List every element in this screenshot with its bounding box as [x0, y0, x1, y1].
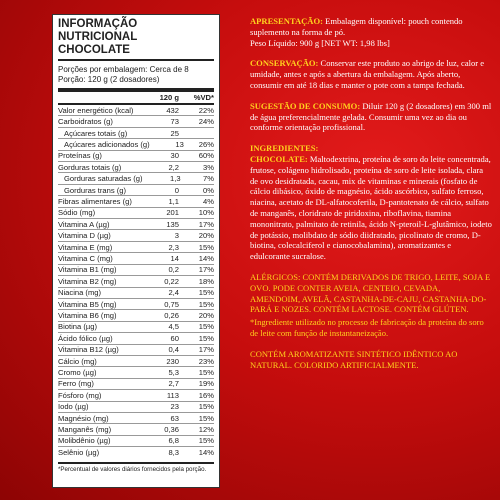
- nutrient-name: Vitamina B5 (mg): [58, 299, 117, 309]
- nutrition-header-row: [58, 92, 214, 103]
- nutrient-dv: 0%: [203, 185, 214, 195]
- nutrition-row: [58, 366, 214, 377]
- nutrient-dv: 15%: [198, 402, 214, 412]
- nutrient-dv: 3%: [203, 162, 214, 172]
- nutrient-amount: 0: [174, 185, 179, 195]
- nutrient-amount: 201: [166, 208, 179, 218]
- chocolate-label: CHOCOLATE:: [250, 153, 308, 164]
- nutrient-dv: 14%: [198, 447, 214, 457]
- nutrient-amount: 2,3: [168, 242, 179, 252]
- nutrient-name: Vitamina A (µg): [58, 219, 110, 229]
- usage-section: [250, 101, 492, 133]
- nutrient-amount: 63: [170, 413, 179, 423]
- nutrient-amount: 2,7: [168, 379, 179, 389]
- nutrient-dv: 22%: [198, 105, 214, 115]
- nutrition-row: [58, 287, 214, 298]
- nutrition-row: [58, 229, 214, 240]
- nutrition-row: [58, 252, 214, 263]
- nutrient-dv: 15%: [198, 368, 214, 378]
- nutrition-row: [58, 355, 214, 366]
- nutrient-dv: 12%: [198, 425, 214, 435]
- storage-text: Conservar este produto ao abrigo de luz, calor e umidade, antes e após a abertura da embalagem. Após aberto, consumir em até 18 dias e manter o pote com a tampa fechada.: [250, 58, 485, 90]
- nutrient-amount: 25: [170, 128, 179, 138]
- nutrition-footnote: *Percentual de valores diários fornecidos pela porção.: [58, 462, 214, 474]
- nutrient-dv: 60%: [198, 151, 214, 161]
- nutrient-amount: 4,5: [168, 322, 179, 332]
- nutrient-amount: 113: [166, 390, 179, 400]
- nutrient-name: Vitamina C (mg): [58, 253, 113, 263]
- nutrient-dv: 15%: [198, 288, 214, 298]
- flavoring-text: CONTÉM AROMATIZANTE SINTÉTICO IDÊNTICO AO NATURAL. COLORIDO ARTIFICIALMENTE.: [250, 348, 458, 370]
- nutrient-name: Niacina (mg): [58, 288, 102, 298]
- nutrient-name: Vitamina B1 (mg): [58, 265, 117, 275]
- nutrition-row: [58, 378, 214, 389]
- nutrient-name: Molibdênio (µg): [58, 436, 111, 446]
- flavoring-section: [250, 349, 492, 371]
- nutrient-amount: 60: [170, 333, 179, 343]
- nutrition-row: [58, 435, 214, 446]
- nutrient-dv: 26%: [198, 139, 214, 149]
- nutrition-row: [58, 218, 214, 229]
- nutrient-dv: 24%: [198, 117, 214, 127]
- nutrition-rows: [58, 105, 214, 458]
- nutrient-amount: 2,4: [168, 288, 179, 298]
- nutrient-amount: 8,3: [168, 447, 179, 457]
- nutrient-name: Fibras alimentares (g): [58, 196, 132, 206]
- nutrient-amount: 13: [175, 139, 184, 149]
- nutrition-row: [58, 105, 214, 115]
- ingredient-note-text: *Ingrediente utilizado no processo de fabricação da proteína do soro de leite com função de instantaneização.: [250, 317, 484, 338]
- nutrient-dv: 15%: [198, 242, 214, 252]
- amount-column-header: 120 g: [159, 93, 179, 102]
- nutrition-row: [58, 423, 214, 434]
- nutrient-dv: 10%: [198, 208, 214, 218]
- nutrient-dv: 18%: [198, 276, 214, 286]
- nutrient-amount: 0,2: [168, 265, 179, 275]
- nutrition-row: [58, 264, 214, 275]
- nutrition-row: [58, 115, 214, 126]
- nutrient-amount: 432: [166, 105, 179, 115]
- nutrition-row: [58, 195, 214, 206]
- nutrient-amount: 135: [166, 219, 179, 229]
- nutrient-amount: 230: [166, 356, 179, 366]
- nutrient-name: Selênio (µg): [58, 447, 100, 457]
- nutrient-dv: 7%: [203, 174, 214, 184]
- presentation-text: Embalagem disponível: pouch contendo suplemento na forma de pó.: [250, 16, 463, 37]
- nutrient-name: Carboidratos (g): [58, 117, 113, 127]
- nutrient-amount: 6,8: [168, 436, 179, 446]
- usage-text: Diluir 120 g (2 dosadores) em 300 ml de água preferencialmente gelada. Consumir uma vez ao dia ou conforme orientação profissional.: [250, 100, 492, 133]
- nutrient-dv: 4%: [203, 196, 214, 206]
- nutrition-row: [58, 150, 214, 161]
- nutrient-name: Cromo (µg): [58, 368, 97, 378]
- nutrient-dv: 15%: [198, 299, 214, 309]
- nutrient-amount: 0,26: [164, 311, 179, 321]
- nutrition-row: [58, 172, 214, 183]
- nutrition-row: [58, 344, 214, 355]
- nutrient-amount: 0,22: [164, 276, 179, 286]
- nutrient-name: Valor energético (kcal): [58, 105, 134, 115]
- product-info-panel: [250, 16, 492, 380]
- nutrient-name: Açúcares totais (g): [64, 128, 128, 138]
- nutrition-facts-table: [52, 14, 220, 488]
- nutrient-dv: 20%: [198, 311, 214, 321]
- nutrient-name: Ácido fólico (µg): [58, 333, 113, 343]
- ingredients-section: [250, 143, 492, 262]
- nutrient-amount: 23: [170, 402, 179, 412]
- nutrition-row: [58, 161, 214, 172]
- presentation-label: APRESENTAÇÃO:: [250, 16, 323, 26]
- nutrient-dv: 15%: [198, 413, 214, 423]
- nutrition-title: INFORMAÇÃO NUTRICIONAL: [58, 18, 138, 43]
- nutrient-name: Sódio (mg): [58, 208, 96, 218]
- ingredients-label: INGREDIENTES:: [250, 143, 319, 154]
- allergens-section: [250, 272, 492, 315]
- usage-label: SUGESTÃO DE CONSUMO:: [250, 100, 361, 111]
- nutrition-row: [58, 389, 214, 400]
- nutrition-row: [58, 412, 214, 423]
- nutrient-name: Biotina (µg): [58, 322, 97, 332]
- nutrition-row: [58, 241, 214, 252]
- divider: [58, 59, 214, 61]
- nutrient-name: Vitamina B12 (µg): [58, 345, 119, 355]
- nutrition-flavor: CHOCOLATE: [58, 44, 130, 56]
- nutrient-amount: 14: [170, 253, 179, 263]
- nutrient-amount: 0,36: [164, 425, 179, 435]
- nutrition-row: [58, 321, 214, 332]
- nutrient-dv: 17%: [198, 345, 214, 355]
- servings-per-package: Porções por embalagem: Cerca de 8: [58, 65, 189, 74]
- ingredients-text: Maltodextrina, proteína de soro do leite concentrada, frutose, colágeno hidrolisado, proteína de soro de leite isolada, clara de ovo desidratada, cacau, mix de vitaminas e minerais (fosfato de cálcio dibásico, óxido de magnésio, ácido ascórbico, sulfato ferroso, niacina, acetato de DL-alfatocoferila, D-pantotenato de cálcio, sulfato de manganês, cloridrato de piridoxina, riboflavina, tiamina mononitrato, palmitato de retinila, ácido N-pteroil-L-glutâmico, iodeto de potássio, molibdato de sódio diidratado, picolinato de cromo, D-biotina, colecalciferol e cianocobalamina), aromatizantes e edulcorante sucralose.: [250, 153, 492, 262]
- nutrient-amount: 0,75: [164, 299, 179, 309]
- nutrient-name: Proteínas (g): [58, 151, 102, 161]
- nutrient-name: Iodo (µg): [58, 402, 89, 412]
- nutrient-name: Gorduras trans (g): [64, 185, 127, 195]
- nutrition-row: [58, 309, 214, 320]
- nutrition-row: [58, 298, 214, 309]
- nutrient-name: Vitamina D (µg): [58, 231, 111, 241]
- nutrient-dv: 20%: [198, 231, 214, 241]
- nutrient-name: Gorduras totais (g): [58, 162, 122, 172]
- nutrient-amount: 0,4: [168, 345, 179, 355]
- storage-label: CONSERVAÇÃO:: [250, 58, 319, 69]
- nutrient-name: Cálcio (mg): [58, 356, 97, 366]
- nutrient-dv: 14%: [198, 253, 214, 263]
- nutrient-dv: 15%: [198, 333, 214, 343]
- nutrient-name: Vitamina B6 (mg): [58, 311, 117, 321]
- nutrient-amount: 30: [170, 151, 179, 161]
- nutrient-dv: 16%: [198, 390, 214, 400]
- nutrient-name: Vitamina E (mg): [58, 242, 113, 252]
- ingredient-note: [250, 317, 492, 339]
- nutrient-dv: 17%: [198, 265, 214, 275]
- nutrient-name: Vitamina B2 (mg): [58, 276, 117, 286]
- nutrient-amount: 5,3: [168, 368, 179, 378]
- nutrition-row: [58, 184, 214, 195]
- nutrient-dv: 17%: [198, 219, 214, 229]
- storage-section: [250, 58, 492, 90]
- nutrient-amount: 3: [174, 231, 179, 241]
- portion-size: Porção: 120 g (2 dosadores): [58, 74, 160, 84]
- nutrition-row: [58, 207, 214, 218]
- nutrient-dv: 15%: [198, 436, 214, 446]
- nutrient-dv: 19%: [198, 379, 214, 389]
- nutrient-name: Magnésio (mg): [58, 413, 109, 423]
- nutrition-row: [58, 138, 214, 149]
- nutrient-amount: 1,1: [168, 196, 179, 206]
- nutrient-name: Gorduras saturadas (g): [64, 174, 143, 184]
- nutrient-amount: 1,3: [170, 174, 181, 184]
- nutrition-row: [58, 127, 214, 138]
- nutrient-amount: 73: [170, 117, 179, 127]
- nutrient-name: Açúcares adicionados (g): [64, 139, 150, 149]
- nutrient-amount: 2,2: [168, 162, 179, 172]
- nutrient-name: Manganês (mg): [58, 425, 112, 435]
- nutrition-row: [58, 332, 214, 343]
- nutrient-name: Ferro (mg): [58, 379, 94, 389]
- nutrition-row: [58, 446, 214, 457]
- nutrient-name: Fósforo (mg): [58, 390, 102, 400]
- nutrient-dv: 23%: [198, 356, 214, 366]
- allergens-text: ALÉRGICOS: CONTÉM DERIVADOS DE TRIGO, LEITE, SOJA E OVO. PODE CONTER AVEIA, CENTEIO, CEVADA, AMENDOIM, AVELÃ, CASTANHA-DE-CAJU, CASTANHA-DO-PARÁ E NOZES. CONTÉM LACTOSE. CONTÉM GLÚTEN.: [250, 271, 491, 315]
- nutrition-row: [58, 401, 214, 412]
- dv-column-header: %VD*: [193, 93, 214, 102]
- presentation-section: [250, 16, 492, 48]
- nutrient-dv: 15%: [198, 322, 214, 332]
- net-weight: Peso Líquido: 900 g [NET WT: 1,98 lbs]: [250, 37, 390, 48]
- nutrition-row: [58, 275, 214, 286]
